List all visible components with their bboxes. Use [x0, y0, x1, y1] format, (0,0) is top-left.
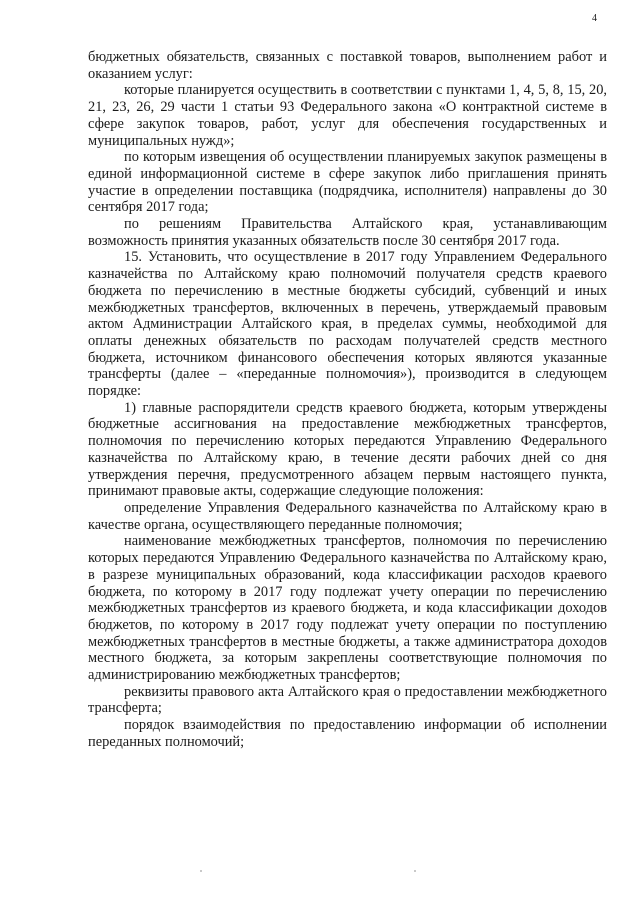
paragraph: определение Управления Федерального казначейства по Алтайскому краю в качестве органа, осуществляющего переданные полномочия;	[88, 499, 607, 533]
paragraph: 1) главные распорядители средств краевого бюджета, которым утверждены бюджетные ассигнования на предоставление межбюджетных трансфертов, полномочия по перечислению которых передаются Управлению Федерального казначейства по Алтайскому краю, в течение десяти рабочих дней со дня утверждения перечня, предусмотренного абзацем первым настоящего пункта, принимают правовые акты, содержащие следующие положения:	[88, 399, 607, 500]
scan-speck	[200, 870, 202, 872]
paragraph: реквизиты правового акта Алтайского края о предоставлении межбюджетного трансферта;	[88, 683, 607, 717]
document-body	[88, 49, 607, 751]
paragraph: бюджетных обязательств, связанных с поставкой товаров, выполнением работ и оказанием услуг:	[88, 49, 607, 82]
paragraph: 15. Установить, что осуществление в 2017 году Управлением Федерального казначейства по Алтайскому краю полномочий получателя средств краевого бюджета по перечислению в местные бюджеты субсидий, субвенций и иных межбюджетных трансфертов, включенных в перечень, утверждаемый правовым актом Администрации Алтайского края, в пределах суммы, необходимой для оплаты денежных обязательств по расходам получателей средств местного бюджета, источником финансового обеспечения которых являются указанные трансферты (далее – «переданные полномочия»), производится в следующем порядке:	[88, 249, 607, 400]
paragraph: по которым извещения об осуществлении планируемых закупок размещены в единой информационной системе в сфере закупок либо приглашения принять участие в определении поставщика (подрядчика, исполнителя) направлены до 30 сентября 2017 года;	[88, 149, 607, 216]
paragraph: наименование межбюджетных трансфертов, полномочия по перечислению которых передаются Управлению Федерального казначейства по Алтайскому краю, в разрезе муниципальных образований, кода классификации расходов краевого бюджета, по которому в 2017 году подлежат учету операции по перечислению межбюджетных трансфертов из краевого бюджета, и кода классификации доходов бюджетов, по которому в 2017 году подлежат учету операции по поступлению межбюджетных трансфертов в местные бюджеты, а также администратора доходов местного бюджета, за которым закреплены соответствующие полномочия по администрированию межбюджетных трансфертов;	[88, 533, 607, 684]
scan-speck	[414, 870, 416, 872]
paragraph: по решениям Правительства Алтайского края, устанавливающим возможность принятия указанных обязательств после 30 сентября 2017 года.	[88, 216, 607, 249]
paragraph: которые планируется осуществить в соответствии с пунктами 1, 4, 5, 8, 15, 20, 21, 23, 26, 29 части 1 статьи 93 Федерального закона «О контрактной системе в сфере закупок товаров, работ, услуг для обеспечения государственных и муниципальных нужд»;	[88, 82, 607, 149]
paragraph: порядок взаимодействия по предоставлению информации об исполнении переданных полномочий;	[88, 717, 607, 750]
page-number: 4	[592, 13, 597, 24]
